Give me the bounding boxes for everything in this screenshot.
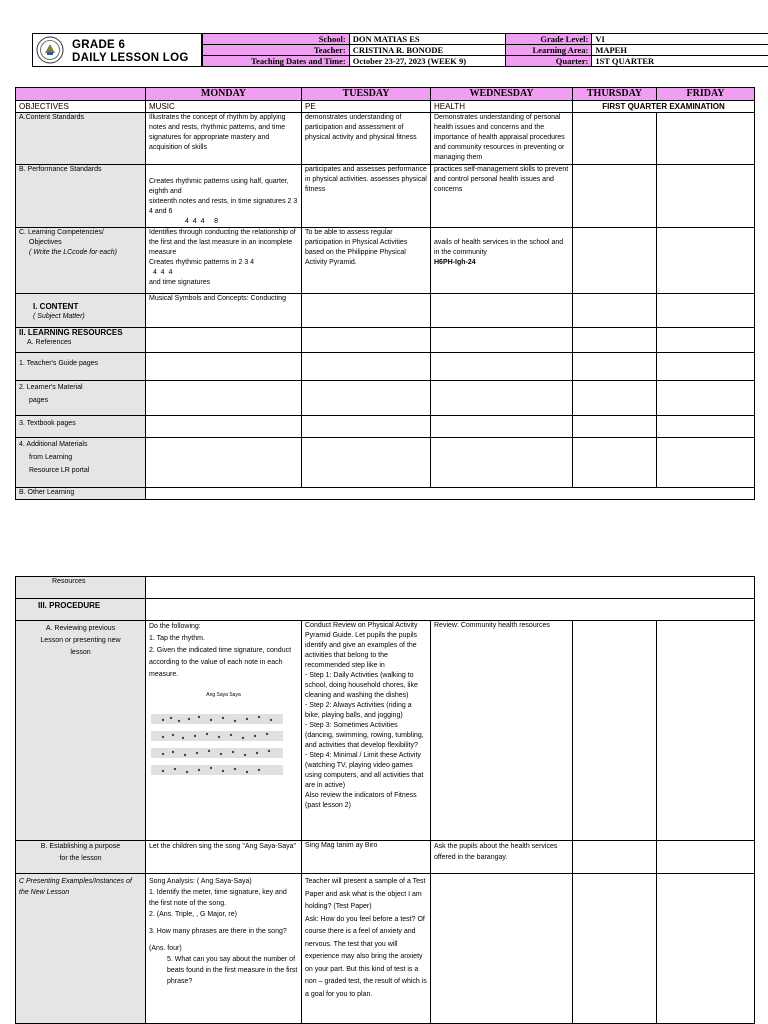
friday-cell	[657, 438, 755, 488]
music-presenting	[146, 874, 302, 1024]
health-comp-text: avails of health services in the school and in the community	[434, 239, 564, 256]
music-comp-line1: Identifies through conducting the relationship of the first and the last measure in an incomplete measure	[149, 229, 296, 256]
dates-label: Teaching Dates and Time:	[203, 56, 350, 67]
deped-seal-icon	[36, 36, 64, 64]
music-perf-line3: 4 4 4 8	[185, 218, 219, 225]
pe-purpose: Sing Mag tanim ay Biro	[302, 841, 431, 874]
health-comp-code: H6PH-Igh-24	[434, 259, 476, 266]
additional-materials-label	[16, 438, 146, 488]
grade-level-value: VI	[592, 34, 768, 45]
procedure-label: III. PROCEDURE	[16, 599, 146, 621]
objectives-label: OBJECTIVES	[16, 101, 146, 113]
corner-cell	[16, 88, 146, 101]
friday-cell	[657, 416, 755, 438]
sheet-music-image	[149, 707, 289, 777]
health-additional	[431, 438, 573, 488]
day-thursday: THURSDAY	[573, 88, 657, 101]
competencies-label-l1: C. Learning Competencies/	[19, 229, 104, 236]
music-pres-l3: 2. (Ans. Triple, , G Major, re)	[149, 911, 237, 918]
song-title: Ang Saya Saya	[206, 692, 241, 698]
subject-pe: PE	[302, 101, 431, 113]
learning-resources-title: II. LEARNING RESOURCES	[19, 328, 123, 337]
procedure-cell	[146, 599, 755, 621]
pe-performance-standards: participates and assesses performance in physical activities. assesses physical fitness	[302, 165, 431, 228]
quarter-value: 1ST QUARTER	[592, 56, 768, 67]
pe-lm	[302, 381, 431, 416]
music-rev-l3: 2. Given the indicated time signature, conduct according to the value of each note in each measure.	[149, 647, 292, 678]
pe-presenting: Teacher will present a sample of a Test Paper and ask what is the object I am holding? (Test Paper) Ask: How do you feel before a test? Of course there is a feel of anxiety and nervous. The test that you will experience may also bring the anxiety on your part. But this kind of test is a non – graded test, the result of which is a goal for you to plan.	[302, 874, 431, 1024]
friday-cell	[657, 874, 755, 1024]
thursday-cell	[573, 228, 657, 294]
additional-l1: 4. Additional Materials	[19, 441, 88, 448]
competencies-label	[16, 228, 146, 294]
competencies-label-l3: ( Write the LCcode for each)	[29, 249, 117, 256]
day-tuesday: TUESDAY	[302, 88, 431, 101]
thursday-cell	[573, 165, 657, 228]
music-purpose: Let the children sing the song "Ang Saya-Saya"	[146, 841, 302, 874]
music-perf-line1: Creates rhythmic patterns using half, quarter, eighth and	[149, 178, 289, 195]
learning-resources-label	[16, 328, 146, 353]
competencies-label-l2: Objectives	[29, 239, 62, 246]
subject-health: HEALTH	[431, 101, 573, 113]
title-dll: DAILY LESSON LOG	[72, 52, 189, 64]
music-content: Musical Symbols and Concepts: Conducting	[146, 294, 302, 328]
music-comp-line4: and time signatures	[149, 279, 211, 286]
health-textbook	[431, 416, 573, 438]
thursday-cell	[573, 621, 657, 841]
additional-l3: Resource LR portal	[29, 467, 90, 474]
health-content	[431, 294, 573, 328]
music-rev-l2: 1. Tap the rhythm.	[149, 635, 205, 642]
thursday-cell	[573, 416, 657, 438]
purpose-label	[16, 841, 146, 874]
pe-textbook	[302, 416, 431, 438]
learning-area-value: MAPEH	[592, 45, 768, 56]
pe-content	[302, 294, 431, 328]
music-reviewing	[146, 621, 302, 841]
lm-pages-l1: 2. Learner's Material	[19, 384, 83, 391]
additional-l2: from Learning	[29, 454, 73, 461]
friday-cell	[657, 621, 755, 841]
presenting-label: C Presenting Examples/Instances of the New Lesson	[16, 874, 146, 1024]
pe-additional	[302, 438, 431, 488]
music-pres-l1: Song Analysis: ( Ang Saya-Saya)	[149, 878, 252, 885]
dates-value: October 23-27, 2023 (WEEK 9)	[349, 56, 506, 67]
friday-cell	[657, 294, 755, 328]
school-value: DON MATIAS ES	[349, 34, 506, 45]
reviewing-l3: lesson	[70, 649, 91, 656]
health-performance-standards: practices self-management skills to prevent and control personal health issues and concerns	[431, 165, 573, 228]
music-comp-line3: 4 4 4	[153, 269, 173, 276]
health-lm	[431, 381, 573, 416]
pe-reviewing: Conduct Review on Physical Activity Pyramid Guide. Let pupils the pupils identify and give an examples of the activities that belong to the recommended step like in - Step 1: Daily Activities (walking to school, doing household chores, like cleaning and washing the dishes) - Step 2: Always Activities (riding a bike, playing balls, and jogging) - Step 3: Sometimes Activities (dancing, swimming, rowing, tumbling, and activities that develop flexibility? - Step 4: Minimal / Limit these Activity (watching TV, playing video games using computers, and all activities that are in active) Also review the indicators of Fitness (past lesson 2)	[302, 621, 431, 841]
thursday-cell	[573, 381, 657, 416]
music-comp-line2: Creates rhythmic patterns in 2 3 4	[149, 259, 255, 266]
day-friday: FRIDAY	[657, 88, 755, 101]
content-standards-label: A.Content Standards	[16, 113, 146, 165]
grade-level-label: Grade Level:	[506, 34, 592, 45]
music-competencies	[146, 228, 302, 294]
music-additional	[146, 438, 302, 488]
lesson-table-page2	[15, 576, 755, 1024]
reviewing-l2: Lesson or presenting new	[40, 637, 121, 644]
music-pres-l4: 3. How many phrases are there in the song?	[149, 928, 287, 935]
music-pres-l6: 5. What can you say about the number of beats found in the first measure in the first phrase?	[167, 956, 298, 985]
learning-area-label: Learning Area:	[506, 45, 592, 56]
thursday-cell	[573, 328, 657, 353]
music-perf-line2: sixteenth notes and rests, in time signatures 2 3 4 and 6	[149, 198, 298, 215]
content-title: I. CONTENT	[33, 302, 79, 311]
thursday-cell	[573, 294, 657, 328]
friday-cell	[657, 381, 755, 416]
lm-pages-l2: pages	[29, 397, 49, 404]
exam-label: FIRST QUARTER EXAMINATION	[573, 101, 755, 113]
teacher-label: Teacher:	[203, 45, 350, 56]
thursday-cell	[573, 113, 657, 165]
friday-cell	[657, 841, 755, 874]
other-learning-cell	[146, 488, 755, 500]
music-lm	[146, 381, 302, 416]
subject-music: MUSIC	[146, 101, 302, 113]
pe-references	[302, 328, 431, 353]
health-tg	[431, 353, 573, 381]
quarter-label: Quarter:	[506, 56, 592, 67]
health-reviewing: Review: Community health resources	[431, 621, 573, 841]
music-textbook	[146, 416, 302, 438]
pe-competencies: To be able to assess regular participation in Physical Activities based on the Philippine Physical Activity Pyramid.	[302, 228, 431, 294]
header-info-table	[202, 33, 768, 67]
music-tg	[146, 353, 302, 381]
title-grade: GRADE 6	[72, 39, 126, 51]
music-pres-l5: (Ans. four)	[149, 945, 182, 952]
thursday-cell	[573, 874, 657, 1024]
health-competencies	[431, 228, 573, 294]
health-purpose: Ask the pupils about the health services offered in the barangay.	[431, 841, 573, 874]
day-wednesday: WEDNESDAY	[431, 88, 573, 101]
pe-content-standards: demonstrates understanding of participation and assessment of physical activity and physical fitness	[302, 113, 431, 165]
health-references	[431, 328, 573, 353]
school-label: School:	[203, 34, 350, 45]
reviewing-l1: A. Reviewing previous	[45, 625, 116, 632]
friday-cell	[657, 113, 755, 165]
lm-pages-label	[16, 381, 146, 416]
music-content-standards: Illustrates the concept of rhythm by applying notes and rests, rhythmic patterns, and time signatures for appropriate mastery and acquisition of skills	[146, 113, 302, 165]
content-sublabel: ( Subject Matter)	[33, 313, 85, 320]
friday-cell	[657, 165, 755, 228]
header-title	[72, 39, 189, 65]
lesson-table-page1	[15, 87, 755, 500]
friday-cell	[657, 353, 755, 381]
thursday-cell	[573, 841, 657, 874]
teacher-value: CRISTINA R. BONODE	[349, 45, 506, 56]
other-learning-label: B. Other Learning	[16, 488, 146, 500]
performance-standards-label: B. Performance Standards	[16, 165, 146, 228]
music-rev-l1: Do the following:	[149, 623, 201, 630]
health-content-standards: Demonstrates understanding of personal health issues and concerns and the importance of health appraisal procedures and community resources in preventing or managing them	[431, 113, 573, 165]
reviewing-label	[16, 621, 146, 841]
resources-label: Resources	[16, 577, 146, 599]
tg-pages-label: 1. Teacher's Guide pages	[16, 353, 146, 381]
references-label: A. References	[27, 339, 72, 346]
resources-cell	[146, 577, 755, 599]
content-label	[16, 294, 146, 328]
thursday-cell	[573, 438, 657, 488]
music-references	[146, 328, 302, 353]
music-pres-l2: 1. Identify the meter, time signature, key and the first note of the song.	[149, 889, 287, 907]
pe-tg	[302, 353, 431, 381]
music-performance-standards	[146, 165, 302, 228]
thursday-cell	[573, 353, 657, 381]
health-presenting	[431, 874, 573, 1024]
day-monday: MONDAY	[146, 88, 302, 101]
textbook-label: 3. Textbook pages	[16, 416, 146, 438]
friday-cell	[657, 228, 755, 294]
purpose-l2: for the lesson	[59, 855, 102, 862]
purpose-l1: B. Establishing a purpose	[40, 843, 121, 850]
friday-cell	[657, 328, 755, 353]
